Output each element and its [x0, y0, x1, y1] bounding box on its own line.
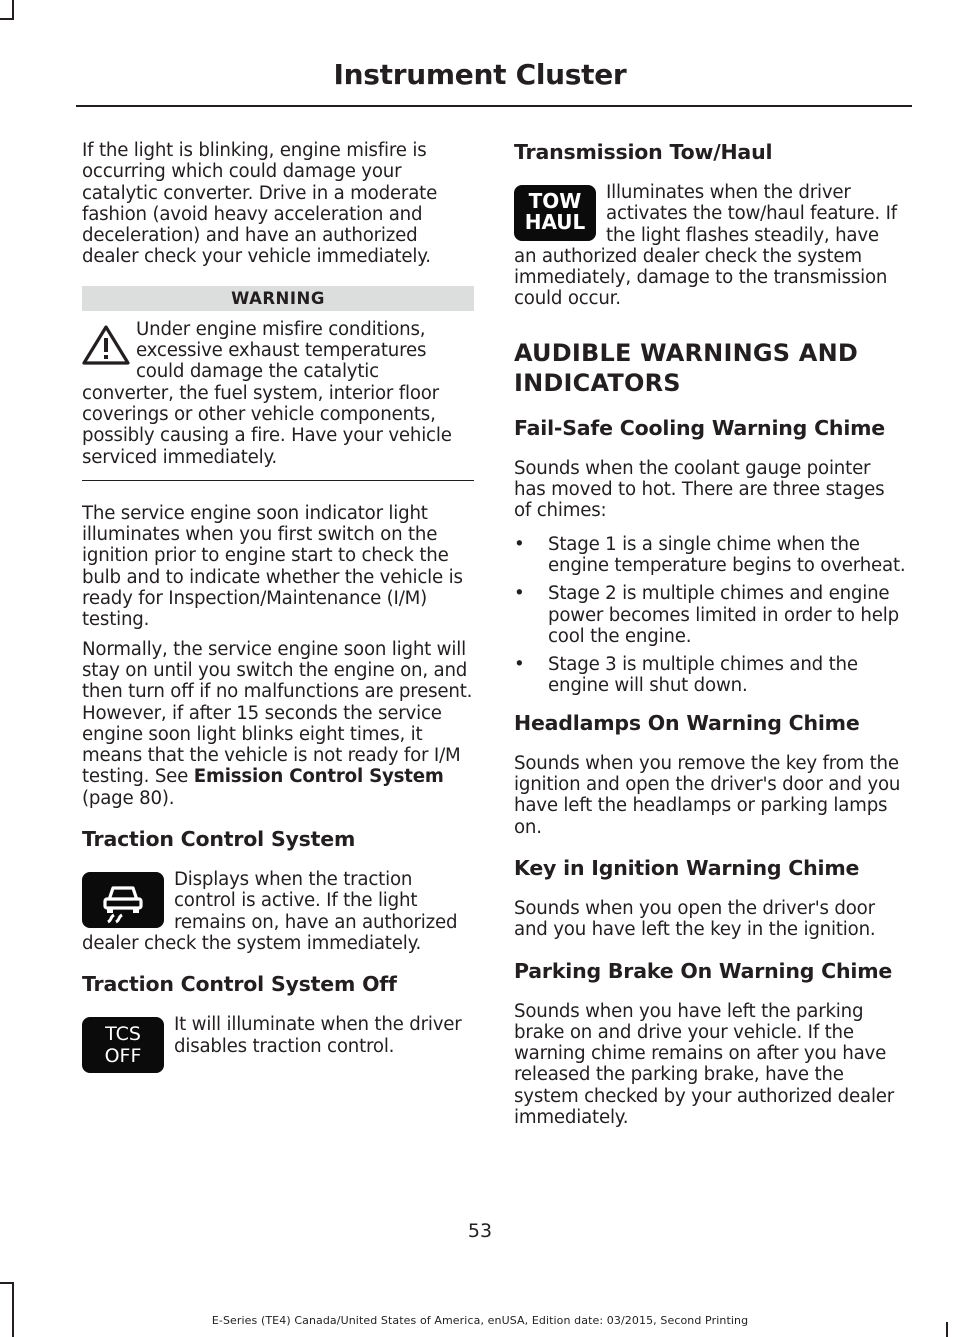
tcs-badge-line1: TCS: [105, 1023, 141, 1046]
tow-haul-icon: [514, 185, 596, 241]
left-column: [82, 140, 474, 1075]
warning-divider: [82, 480, 474, 481]
traction-control-icon: [82, 872, 164, 928]
parking-brake-text: Sounds when you have left the parking brake on and drive your vehicle. If the warning chime remains on after you have released the parking brake, have the system checked by your authorized dealer immediately.: [514, 1000, 895, 1129]
key-text: Sounds when you open the driver's door and you have left the key in the ignition.: [514, 897, 876, 941]
intro-paragraph: If the light is blinking, engine misfire is occurring which could damage your catalytic converter. Drive in a moderate fashion (avoid heavy acceleration and deceleration) and have an authorized dealer check your vehicle immediately.: [82, 140, 438, 268]
page-reference: (page 80).: [82, 787, 175, 809]
list-item-text: Stage 3 is multiple chimes and the engine will shut down.: [548, 654, 858, 697]
parking-brake-heading: Parking Brake On Warning Chime: [514, 958, 893, 983]
tcs-off-heading: Traction Control System Off: [82, 972, 397, 997]
crop-mark: [12, 1282, 14, 1337]
bullet: •: [514, 654, 525, 676]
bullet: •: [514, 533, 525, 555]
crop-mark: [0, 18, 14, 20]
tow-haul-text: Illuminates when the driver activates the tow/haul feature. If the light flashes steadily, have an authorized dealer check the system immediately, damage to the transmission could occur.: [514, 182, 897, 310]
tcs-block: [82, 869, 474, 954]
warning-text: Under engine misfire conditions, excessive exhaust temperatures could damage the catalytic converter, the fuel system, interior floor coverings or other vehicle components, possibly causing a fire. Have your vehicle serviced immediately.: [82, 318, 452, 468]
list-item: [514, 583, 906, 647]
list-item-text: Stage 1 is a single chime when the engine temperature begins to overheat.: [548, 533, 906, 576]
headlamps-heading: Headlamps On Warning Chime: [514, 710, 860, 735]
service-engine-paragraph: The service engine soon indicator light illuminates when you first switch on the ignition prior to engine start to check the bulb and to indicate whether the vehicle is ready for Inspection/Maintenance (I/M) testing.: [82, 502, 463, 631]
chime-stage-list: [514, 534, 906, 697]
list-item: [514, 534, 906, 577]
failsafe-text: Sounds when the coolant gauge pointer has moved to hot. There are three stages of chimes:: [514, 457, 885, 522]
tcs-badge-line2: OFF: [104, 1045, 142, 1068]
bullet: •: [514, 583, 525, 605]
page-title: Instrument Cluster: [333, 58, 627, 91]
warning-block: [82, 319, 474, 481]
tcs-text: Displays when the traction control is active. If the light remains on, have an authorized dealer check the system immediately.: [82, 869, 458, 954]
emission-control-link[interactable]: Emission Control System: [193, 766, 444, 788]
section-title: AUDIBLE WARNINGS AND INDICATORS: [514, 338, 858, 397]
footer-edition-text: E-Series (TE4) Canada/United States of America, enUSA, Edition date: 03/2015, Second Printing: [211, 1314, 749, 1327]
tcs-off-text: It will illuminate when the driver disables traction control.: [174, 1014, 462, 1057]
header-divider: [76, 105, 912, 107]
crop-mark: [12, 0, 14, 18]
service-engine-paragraph-2: [82, 639, 474, 809]
tcs-off-icon: [82, 1017, 164, 1073]
list-item-text: Stage 2 is multiple chimes and engine power becomes limited in order to help cool the engine.: [548, 583, 899, 647]
failsafe-heading: Fail-Safe Cooling Warning Chime: [514, 415, 886, 440]
list-item: [514, 654, 906, 697]
crop-mark: [0, 1282, 14, 1284]
para-text: Normally, the service engine soon light will stay on until you switch the engine on, and then turn off if no malfunctions are present. However, if after 15 seconds the service engine soon light blinks eight times, it means that the vehicle is not ready for I/M testing. See: [82, 638, 473, 788]
right-column: [514, 140, 906, 1128]
tow-haul-heading: Transmission Tow/Haul: [514, 140, 773, 164]
page-number: 53: [467, 1220, 493, 1242]
tcs-heading: Traction Control System: [82, 827, 356, 852]
warning-header: WARNING: [82, 286, 474, 311]
tow-badge-line2: HAUL: [524, 210, 586, 234]
tcs-off-block: [82, 1014, 474, 1075]
tow-badge-line1: TOW: [528, 189, 582, 213]
key-heading: Key in Ignition Warning Chime: [514, 855, 860, 880]
tow-haul-block: [514, 182, 906, 310]
headlamps-text: Sounds when you remove the key from the ignition and open the driver's door and you have left the headlamps or parking lamps on.: [514, 752, 901, 838]
warning-triangle-icon: [82, 325, 130, 365]
